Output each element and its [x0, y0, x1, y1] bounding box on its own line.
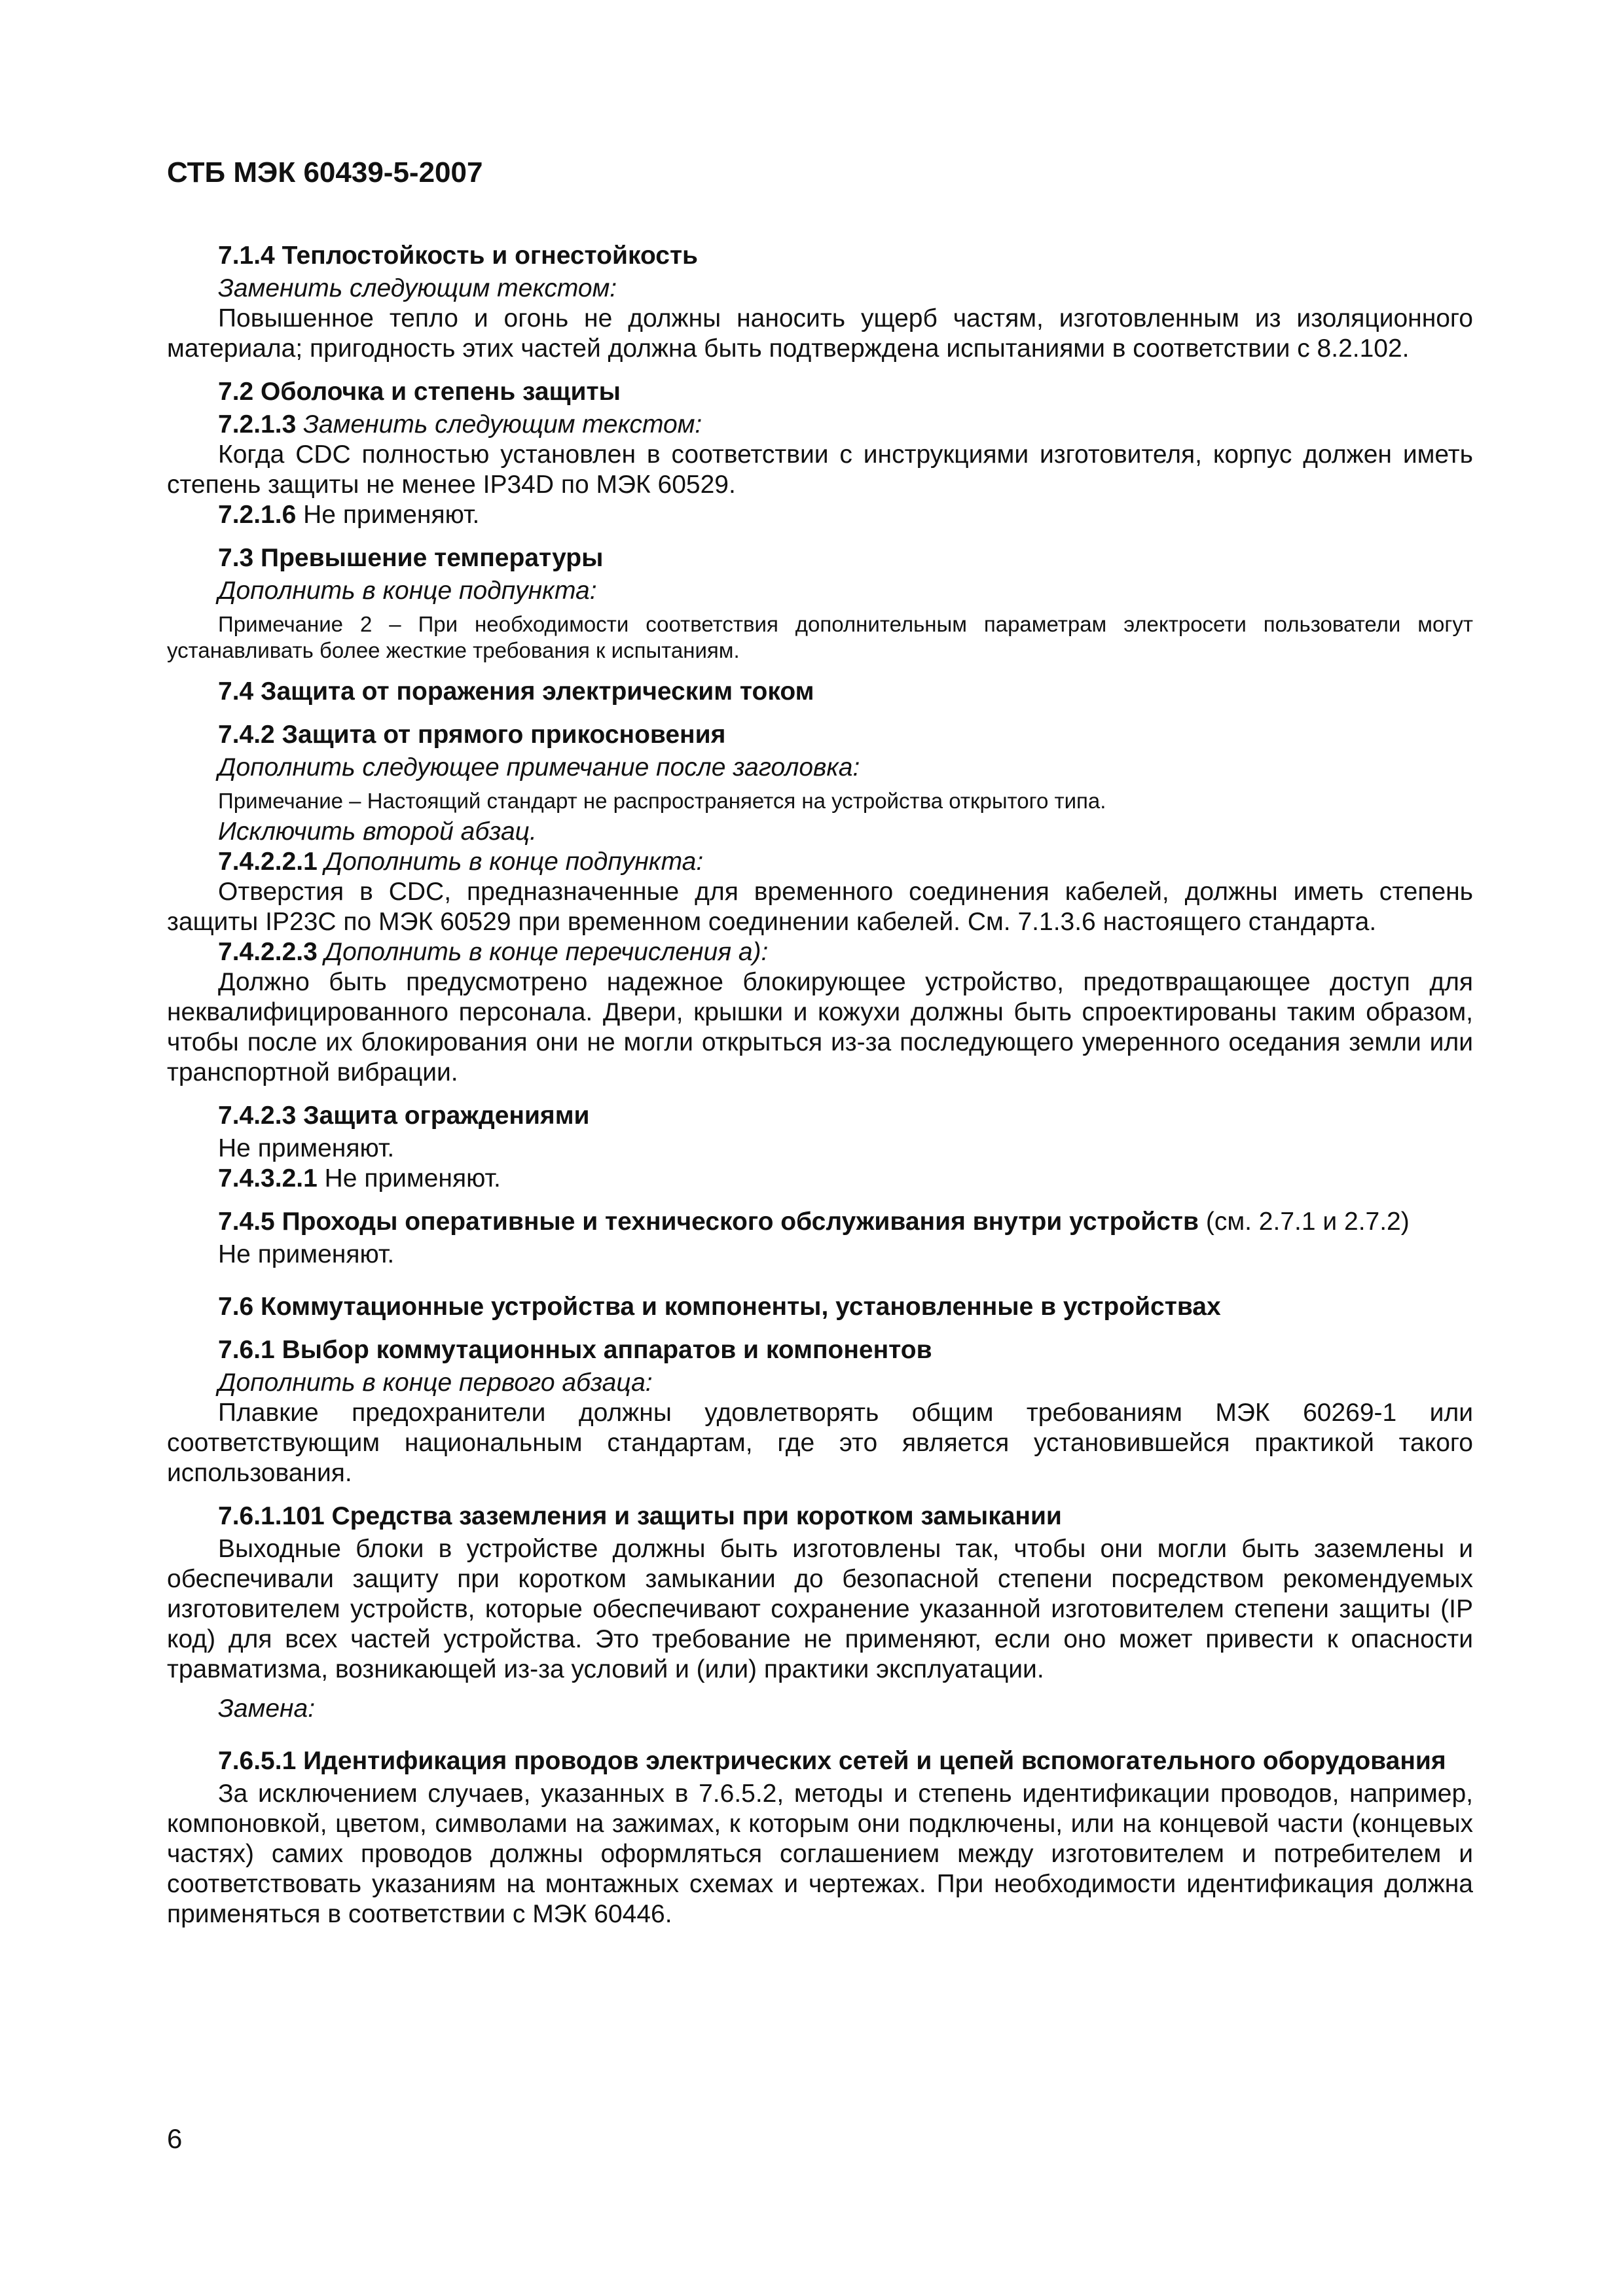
section-7-2-1-3-text: Когда CDC полностью установлен в соответствии с инструкциями изготовителя, корпус должен иметь степень защиты не менее IP34D по МЭК 60529. [167, 440, 1473, 499]
section-7-3-note: Примечание 2 – При необходимости соответствия дополнительным параметрам электросети пользователи могут устанавливать более жесткие требования к испытаниям. [167, 612, 1473, 662]
section-7-2-1-6-text: Не применяют. [303, 501, 480, 529]
section-7-2-title: 7.2 Оболочка и степень защиты [218, 378, 621, 406]
section-7-4-2-2-3-text: Должно быть предусмотрено надежное блокирующее устройство, предотвращающее доступ для неквалифицированного персонала. Двери, крышки и кожухи должны быть спроектированы таким образом, чтобы после их блокирования они не могли открыться из-за последующего умеренного оседания земли или транспортной вибрации. [167, 968, 1473, 1086]
section-7-6-1-101-text: Выходные блоки в устройстве должны быть изготовлены так, чтобы они могли быть заземлены и обеспечивали защиту при коротком замыкании до безопасной степени посредством рекомендуемых изготовителем устройств, которые обеспечивают сохранение указанной изготовителем степени защиты (IP код) для всех частей устройства. Это требование не применяют, если оно может привести к опасности травматизма, возникающей из-за условий и (или) практики эксплуатации. [167, 1535, 1473, 1683]
section-7-4-title: 7.4 Защита от поражения электрическим током [218, 677, 814, 706]
section-7-6-1-instruction: Дополнить в конце первого абзаца: [218, 1369, 653, 1397]
section-7-2-1-3-instruction: Заменить следующим текстом: [303, 410, 702, 439]
document-body [167, 228, 1473, 1929]
section-7-4-2-instruction: Дополнить следующее примечание после заголовка: [218, 753, 860, 781]
section-7-6-1-text: Плавкие предохранители должны удовлетворять общим требованиям МЭК 60269-1 или соответствующим национальным стандартам, где это является установившейся практикой такого использования. [167, 1399, 1473, 1487]
section-7-6-5-1-text: За исключением случаев, указанных в 7.6.5.2, методы и степень идентификации проводов, например, компоновкой, цветом, символами на зажимах, к которым они подключены, или на концевой части (концевых частях) самих проводов должны оформляться соглашением между изготовителем и потребителем и соответствовать указаниям на монтажных схемах и чертежах. При необходимости идентификация должна применяться в соответствии с МЭК 60446. [167, 1780, 1473, 1928]
section-7-4-3-2-1-line [167, 1164, 1473, 1194]
section-7-4-2-3-text: Не применяют. [218, 1134, 395, 1162]
section-7-6-1-101-title: 7.6.1.101 Средства заземления и защиты при коротком замыкании [218, 1502, 1062, 1530]
section-7-4-2-note: Примечание – Настоящий стандарт не распространяется на устройства открытого типа. [218, 789, 1106, 813]
section-7-4-2-2-1-line [167, 847, 1473, 877]
section-7-4-2-2-3-number: 7.4.2.2.3 [218, 938, 318, 966]
document-header: СТБ МЭК 60439-5-2007 [167, 156, 483, 188]
section-7-3-instruction: Дополнить в конце подпункта: [218, 577, 597, 605]
section-7-2-1-6-line [167, 500, 1473, 530]
section-7-4-2-3-title: 7.4.2.3 Защита ограждениями [218, 1102, 590, 1130]
section-7-4-2-2-1-instruction: Дополнить в конце подпункта: [324, 848, 704, 876]
section-7-4-5-heading [167, 1207, 1473, 1237]
section-7-4-2-2-3-instruction: Дополнить в конце перечисления а): [324, 938, 769, 966]
section-7-4-2-2-1-text: Отверстия в CDC, предназначенные для временного соединения кабелей, должны иметь степень защиты IP23C по МЭК 60529 при временном соединении кабелей. См. 7.1.3.6 настоящего стандарта. [167, 878, 1473, 936]
section-7-2-1-3-line [167, 410, 1473, 440]
section-7-4-2-instruction-2: Исключить второй абзац. [218, 817, 537, 846]
section-7-4-2-2-1-number: 7.4.2.2.1 [218, 848, 318, 876]
section-7-4-2-2-3-line [167, 937, 1473, 967]
section-7-4-5-title: 7.4.5 Проходы оперативные и технического обслуживания внутри устройств [218, 1208, 1199, 1236]
section-7-1-4-instruction: Заменить следующим текстом: [218, 274, 617, 302]
section-7-2-1-3-number: 7.2.1.3 [218, 410, 297, 439]
section-7-4-3-2-1-number: 7.4.3.2.1 [218, 1164, 318, 1193]
section-7-1-4-text: Повышенное тепло и огонь не должны наносить ущерб частям, изготовленным из изоляционного материала; пригодность этих частей должна быть подтверждена испытаниями в соответствии с 8.2.102. [167, 304, 1473, 363]
section-7-1-4-title: 7.1.4 Теплостойкость и огнестойкость [218, 242, 699, 270]
section-7-6-title: 7.6 Коммутационные устройства и компоненты, установленные в устройствах [218, 1293, 1221, 1321]
section-7-2-1-6-number: 7.2.1.6 [218, 501, 297, 529]
section-7-3-title: 7.3 Превышение температуры [218, 544, 604, 572]
section-7-4-2-title: 7.4.2 Защита от прямого прикосновения [218, 721, 726, 749]
section-7-6-1-title: 7.6.1 Выбор коммутационных аппаратов и компонентов [218, 1336, 932, 1364]
replacement-instruction: Замена: [218, 1695, 316, 1723]
section-7-4-5-text: Не применяют. [218, 1240, 395, 1268]
section-7-4-3-2-1-text: Не применяют. [324, 1164, 501, 1193]
section-7-4-5-reference: (см. 2.7.1 и 2.7.2) [1199, 1208, 1410, 1236]
section-7-6-5-1-title: 7.6.5.1 Идентификация проводов электрических сетей и цепей вспомогательного оборудования [218, 1747, 1446, 1775]
page-number: 6 [167, 2123, 183, 2154]
